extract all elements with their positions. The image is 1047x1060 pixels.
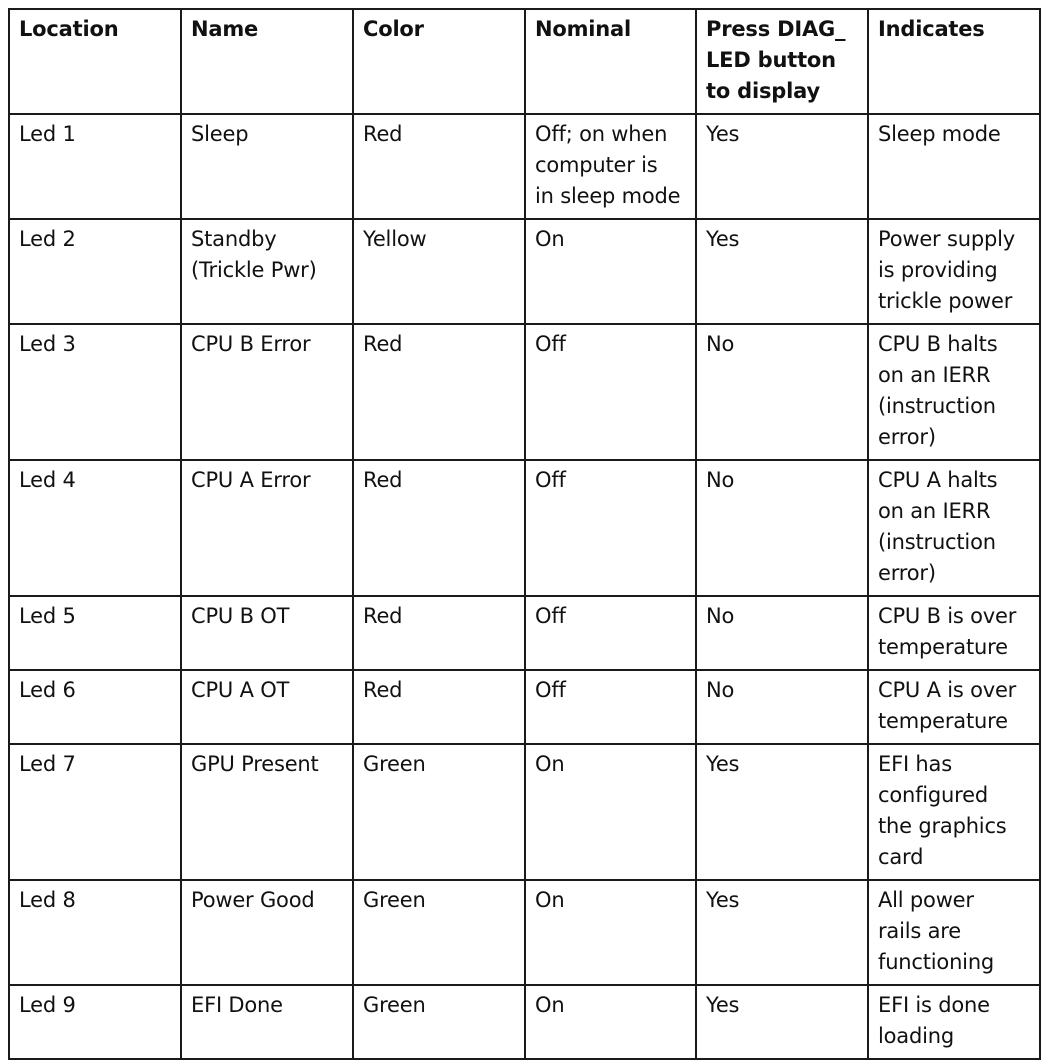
cell-press-diag: [696, 460, 868, 596]
cell-color: [353, 880, 525, 985]
cell-indicates: [868, 985, 1040, 1059]
cell-text: Off: [535, 468, 566, 492]
cell-text: Red: [363, 468, 403, 492]
cell-name: [181, 744, 353, 880]
cell-text: CPU B is over temperature: [878, 604, 1017, 659]
cell-nominal: [525, 670, 696, 744]
cell-color: [353, 324, 525, 460]
cell-text: Yes: [706, 227, 740, 251]
cell-text: Power supply is providing trickle power: [878, 227, 1015, 313]
cell-text: Led 2: [19, 227, 76, 251]
cell-text: No: [706, 678, 735, 702]
cell-nominal: [525, 460, 696, 596]
header-indicates: Indicates: [868, 9, 1040, 114]
table-row: [9, 985, 1040, 1059]
cell-name: [181, 460, 353, 596]
cell-text: Power Good: [191, 888, 315, 912]
cell-location: [9, 114, 181, 219]
cell-text: Yes: [706, 993, 740, 1017]
cell-text: On: [535, 888, 565, 912]
cell-location: [9, 985, 181, 1059]
cell-text: CPU B halts on an IERR (instruction error): [878, 332, 998, 449]
cell-location: [9, 596, 181, 670]
cell-location: [9, 219, 181, 324]
cell-text: No: [706, 332, 735, 356]
cell-text: Led 5: [19, 604, 76, 628]
cell-text: Yes: [706, 122, 740, 146]
cell-text: Led 3: [19, 332, 76, 356]
cell-text: CPU A Error: [191, 468, 311, 492]
cell-text: CPU A is over temperature: [878, 678, 1017, 733]
cell-text: Red: [363, 678, 403, 702]
cell-location: [9, 670, 181, 744]
cell-indicates: [868, 460, 1040, 596]
cell-text: Led 1: [19, 122, 76, 146]
cell-color: [353, 460, 525, 596]
cell-press-diag: [696, 880, 868, 985]
cell-text: EFI Done: [191, 993, 283, 1017]
cell-text: Off: [535, 332, 566, 356]
cell-color: [353, 596, 525, 670]
cell-indicates: [868, 744, 1040, 880]
cell-color: [353, 670, 525, 744]
cell-location: [9, 460, 181, 596]
table-row: [9, 596, 1040, 670]
cell-text: Led 6: [19, 678, 76, 702]
cell-text: CPU A OT: [191, 678, 290, 702]
cell-text: Yes: [706, 752, 740, 776]
table-row: [9, 219, 1040, 324]
cell-nominal: [525, 880, 696, 985]
cell-location: [9, 324, 181, 460]
cell-text: Led 7: [19, 752, 76, 776]
header-nominal: Nominal: [525, 9, 696, 114]
table-row: [9, 460, 1040, 596]
cell-press-diag: [696, 114, 868, 219]
table-body: [9, 114, 1040, 1059]
cell-text: CPU A halts on an IERR (instruction error): [878, 468, 998, 585]
header-row: [9, 9, 1040, 114]
led-diagnostics-table: [8, 8, 1041, 1060]
cell-color: [353, 744, 525, 880]
cell-text: CPU B OT: [191, 604, 290, 628]
cell-text: EFI has configured the graphics card: [878, 752, 1007, 869]
header-color: Color: [353, 9, 525, 114]
cell-text: Green: [363, 752, 426, 776]
cell-text: Red: [363, 332, 403, 356]
cell-color: [353, 219, 525, 324]
table-row: [9, 744, 1040, 880]
cell-text: On: [535, 993, 565, 1017]
cell-text: Red: [363, 604, 403, 628]
cell-text: Red: [363, 122, 403, 146]
cell-text: Off; on when computer is in sleep mode: [535, 122, 681, 208]
cell-color: [353, 985, 525, 1059]
cell-text: Led 4: [19, 468, 76, 492]
cell-indicates: [868, 596, 1040, 670]
cell-nominal: [525, 596, 696, 670]
cell-text: CPU B Error: [191, 332, 311, 356]
cell-text: No: [706, 604, 735, 628]
cell-press-diag: [696, 985, 868, 1059]
cell-press-diag: [696, 219, 868, 324]
cell-text: EFI is done loading: [878, 993, 990, 1048]
document-page: [8, 8, 1039, 1060]
cell-text: Green: [363, 993, 426, 1017]
header-press-diag: Press DIAG_ LED button to display: [696, 9, 868, 114]
cell-nominal: [525, 114, 696, 219]
cell-text: Led 8: [19, 888, 76, 912]
cell-indicates: [868, 219, 1040, 324]
cell-indicates: [868, 324, 1040, 460]
cell-indicates: [868, 880, 1040, 985]
table-row: [9, 114, 1040, 219]
cell-text: On: [535, 227, 565, 251]
cell-nominal: [525, 324, 696, 460]
cell-text: On: [535, 752, 565, 776]
cell-text: All power rails are functioning: [878, 888, 995, 974]
header-location: Location: [9, 9, 181, 114]
cell-indicates: [868, 114, 1040, 219]
cell-location: [9, 880, 181, 985]
cell-press-diag: [696, 744, 868, 880]
cell-text: Yes: [706, 888, 740, 912]
cell-name: [181, 219, 353, 324]
table-header: [9, 9, 1040, 114]
cell-text: Off: [535, 678, 566, 702]
cell-text: Green: [363, 888, 426, 912]
cell-name: [181, 324, 353, 460]
cell-nominal: [525, 219, 696, 324]
cell-name: [181, 670, 353, 744]
cell-press-diag: [696, 324, 868, 460]
cell-indicates: [868, 670, 1040, 744]
cell-nominal: [525, 744, 696, 880]
cell-text: Yellow: [363, 227, 427, 251]
cell-text: Off: [535, 604, 566, 628]
cell-text: Sleep mode: [878, 122, 1001, 146]
cell-name: [181, 880, 353, 985]
cell-name: [181, 985, 353, 1059]
cell-press-diag: [696, 670, 868, 744]
table-row: [9, 670, 1040, 744]
cell-text: Led 9: [19, 993, 76, 1017]
cell-nominal: [525, 985, 696, 1059]
cell-name: [181, 596, 353, 670]
cell-text: GPU Present: [191, 752, 319, 776]
cell-text: Standby (Trickle Pwr): [191, 227, 317, 282]
table-row: [9, 880, 1040, 985]
cell-text: No: [706, 468, 735, 492]
cell-location: [9, 744, 181, 880]
header-name: Name: [181, 9, 353, 114]
cell-name: [181, 114, 353, 219]
cell-color: [353, 114, 525, 219]
cell-text: Sleep: [191, 122, 249, 146]
table-row: [9, 324, 1040, 460]
cell-press-diag: [696, 596, 868, 670]
